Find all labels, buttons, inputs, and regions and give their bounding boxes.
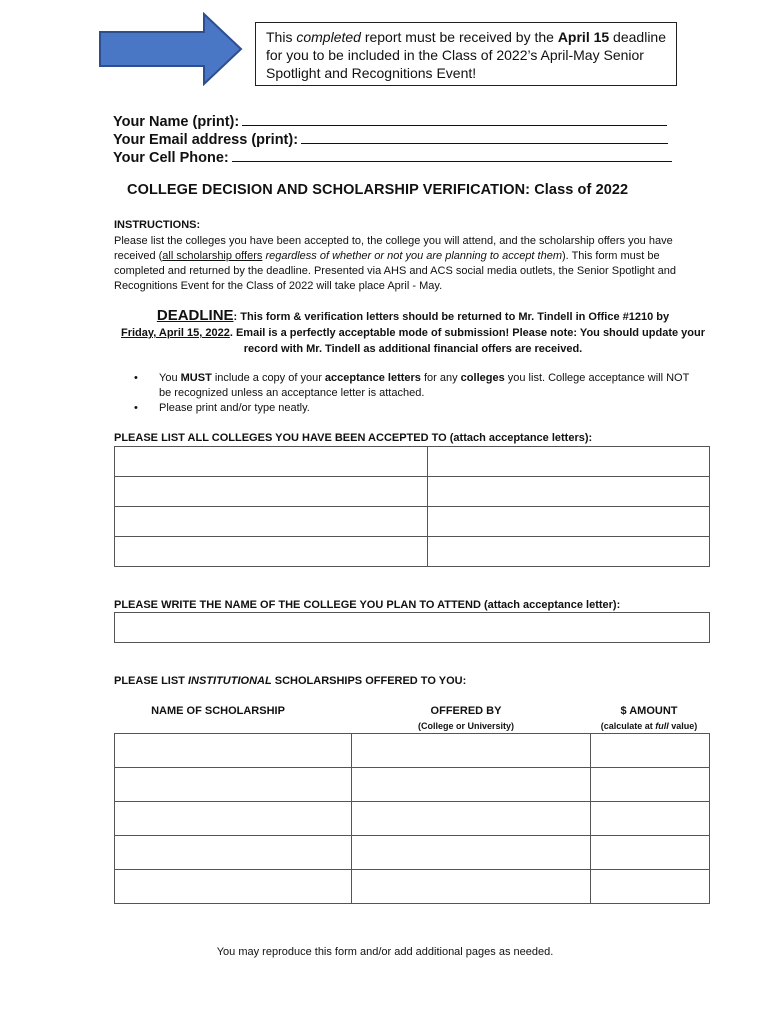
email-field-label: Your Email address (print):	[113, 132, 299, 148]
table-cell[interactable]	[591, 734, 710, 768]
col-header-amount: $ AMOUNT	[620, 705, 678, 717]
col-subheader-offered-by: (College or University)	[417, 721, 515, 731]
accepted-colleges-label: PLEASE LIST ALL COLLEGES YOU HAVE BEEN ACCEPTED TO (attach acceptance letters):	[114, 432, 593, 444]
table-cell[interactable]	[352, 836, 591, 870]
table-cell[interactable]	[115, 537, 428, 567]
phone-field	[113, 148, 672, 166]
table-row	[115, 447, 710, 477]
table-row	[115, 870, 710, 904]
table-cell[interactable]	[428, 507, 710, 537]
col-subheader-amount: (calculate at full value)	[600, 721, 698, 731]
table-row	[115, 477, 710, 507]
table-row	[115, 836, 710, 870]
table-cell[interactable]	[115, 870, 352, 904]
table-row	[115, 613, 710, 643]
table-cell[interactable]	[115, 477, 428, 507]
table-cell[interactable]	[115, 734, 352, 768]
phone-input-line[interactable]	[232, 148, 672, 162]
name-input-line[interactable]	[242, 112, 667, 126]
col-header-offered-by: OFFERED BY	[430, 705, 502, 717]
table-row	[115, 802, 710, 836]
attend-college-table	[114, 612, 710, 643]
instructions-text: Please list the colleges you have been accepted to, the college you will attend, and the scholarship offers you have received (all scholarship offers regardless of whether or not you are planning to accept them). This form must be completed and returned by the deadline. Presented via AHS and ACS social media outlets, the Senior Spotlight and Recognitions Event for the Class of 2022 will take place April - May.	[114, 235, 676, 292]
table-cell[interactable]	[352, 870, 591, 904]
email-input-line[interactable]	[301, 130, 668, 144]
accepted-colleges-table	[114, 446, 710, 567]
instructions-heading: INSTRUCTIONS:	[114, 219, 201, 231]
scholarships-label: PLEASE LIST INSTITUTIONAL SCHOLARSHIPS OFFERED TO YOU:	[114, 675, 467, 687]
requirements-list	[134, 371, 694, 416]
table-cell[interactable]	[591, 836, 710, 870]
table-row	[115, 507, 710, 537]
table-cell[interactable]	[428, 447, 710, 477]
table-cell[interactable]	[352, 768, 591, 802]
table-cell[interactable]	[591, 870, 710, 904]
list-item: • Please print and/or type neatly.	[134, 401, 694, 416]
table-cell[interactable]	[352, 802, 591, 836]
name-field	[113, 112, 667, 130]
footer-note: You may reproduce this form and/or add additional pages as needed.	[216, 946, 554, 958]
phone-field-label: Your Cell Phone:	[113, 150, 229, 166]
name-field-label: Your Name (print):	[113, 114, 240, 130]
email-field	[113, 130, 668, 148]
deadline-statement: DEADLINE: This form & verification letters should be returned to Mr. Tindell in Office #1210 by Friday, April 15, 2022. Email is a perfectly acceptable mode of submission! Please note: You should update your record with Mr. Tindell as additional financial offers are received.	[121, 307, 705, 355]
scholarships-table	[114, 733, 710, 904]
table-cell[interactable]	[428, 477, 710, 507]
table-cell[interactable]	[352, 734, 591, 768]
col-header-scholarship-name: NAME OF SCHOLARSHIP	[151, 705, 285, 717]
attend-college-input[interactable]	[115, 613, 710, 643]
table-cell[interactable]	[115, 768, 352, 802]
table-row	[115, 734, 710, 768]
attend-college-label: PLEASE WRITE THE NAME OF THE COLLEGE YOU PLAN TO ATTEND (attach acceptance letter):	[114, 599, 621, 611]
table-row	[115, 537, 710, 567]
table-row	[115, 768, 710, 802]
right-arrow-icon	[98, 12, 243, 86]
table-cell[interactable]	[115, 447, 428, 477]
table-cell[interactable]	[591, 768, 710, 802]
table-cell[interactable]	[115, 836, 352, 870]
list-item: • You MUST include a copy of your acceptance letters for any colleges you list. College acceptance will NOT be recognized unless an acceptance letter is attached.	[134, 371, 694, 401]
form-title: COLLEGE DECISION AND SCHOLARSHIP VERIFICATION: Class of 2022	[127, 182, 629, 198]
deadline-notice-box: This completed report must be received by the April 15 deadline for you to be included in the Class of 2022’s April-May Senior Spotlight and Recognitions Event!	[255, 22, 677, 86]
table-cell[interactable]	[428, 537, 710, 567]
table-cell[interactable]	[115, 802, 352, 836]
table-cell[interactable]	[115, 507, 428, 537]
table-cell[interactable]	[591, 802, 710, 836]
